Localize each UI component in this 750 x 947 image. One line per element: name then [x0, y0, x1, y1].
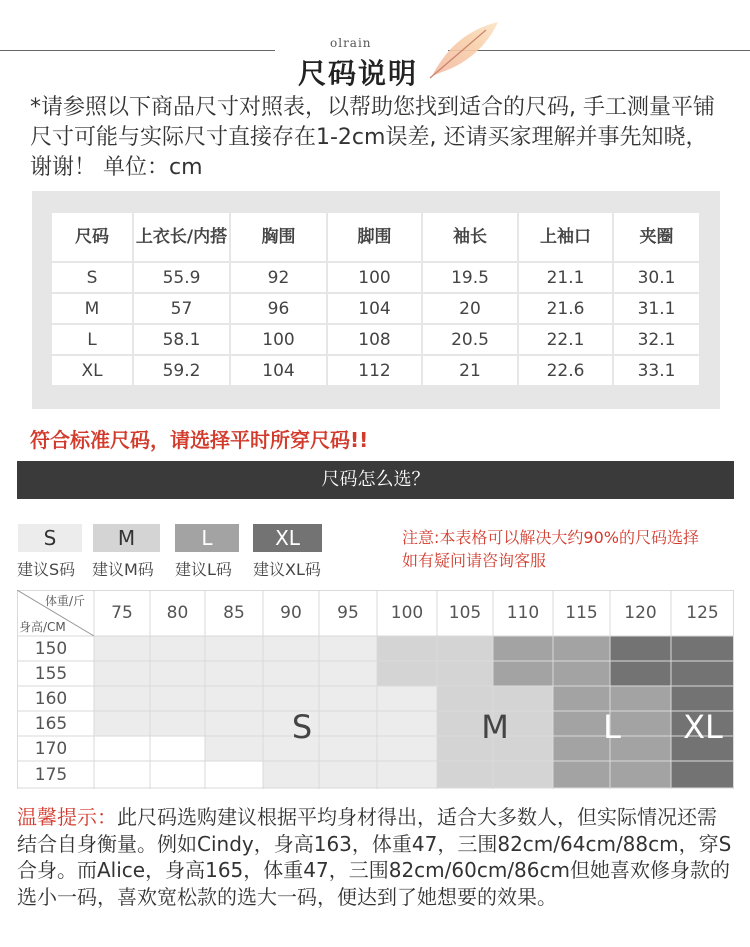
weight-header: 80 — [166, 603, 189, 623]
feather-icon — [428, 18, 504, 80]
cell: 104 — [328, 294, 421, 323]
height-header: 165 — [34, 714, 68, 734]
swatch-s-label: 建议S码 — [17, 560, 76, 579]
size-warning: 符合标准尺码，请选择平时所穿尺码!! — [30, 428, 369, 452]
cell: 22.1 — [519, 325, 612, 354]
cell: L — [52, 325, 132, 354]
header-cell: 夹圈 — [614, 213, 699, 261]
region-label-m: M — [481, 708, 509, 746]
weight-header: 105 — [448, 603, 482, 623]
table-row — [52, 325, 699, 354]
cell: 108 — [328, 325, 421, 354]
header-cell: 袖长 — [423, 213, 517, 261]
cell: 30.1 — [614, 263, 699, 292]
swatch-l-label: 建议L码 — [175, 560, 232, 579]
cell: 33.1 — [614, 356, 699, 385]
cell: 22.6 — [519, 356, 612, 385]
weight-header: 85 — [223, 603, 245, 623]
header-cell: 尺码 — [52, 213, 132, 261]
header-cell: 上衣长/内搭 — [134, 213, 229, 261]
cell: S — [52, 263, 132, 292]
height-header: 160 — [34, 689, 68, 709]
weight-header: 90 — [280, 603, 302, 623]
cell: 21.1 — [519, 263, 612, 292]
header-cell: 胸围 — [231, 213, 326, 261]
weight-header: 120 — [624, 603, 657, 623]
swatch-m-label: 建议M码 — [92, 560, 154, 579]
cell: 20.5 — [423, 325, 517, 354]
size-table-header-row — [52, 213, 699, 261]
grid-corner-height: 身高/CM — [19, 620, 66, 634]
weight-header: 75 — [111, 603, 133, 623]
cell: M — [52, 294, 132, 323]
height-header: 155 — [34, 664, 68, 684]
header-line-left — [0, 50, 275, 51]
cell: 104 — [231, 356, 326, 385]
header-cell: 脚围 — [328, 213, 421, 261]
size-note-line: 注意:本表格可以解决大约90%的尺码选择 — [402, 528, 699, 547]
weight-header: 125 — [686, 603, 719, 623]
swatch-m: M — [93, 524, 160, 552]
cell: 58.1 — [134, 325, 229, 354]
cell: 100 — [231, 325, 326, 354]
cell: 21.6 — [519, 294, 612, 323]
height-header: 150 — [34, 639, 68, 659]
cell: 55.9 — [134, 263, 229, 292]
weight-header: 100 — [390, 603, 424, 623]
cell: 92 — [231, 263, 326, 292]
region-label-s: S — [291, 708, 313, 746]
cell: 20 — [423, 294, 517, 323]
tip-text — [17, 804, 735, 910]
size-table — [50, 211, 701, 387]
cell: 21 — [423, 356, 517, 385]
cell: 112 — [328, 356, 421, 385]
grid-corner-weight: 体重/斤 — [45, 594, 86, 608]
cell: 31.1 — [614, 294, 699, 323]
cell: 32.1 — [614, 325, 699, 354]
page-title: 尺码说明 — [298, 57, 419, 90]
swatch-l: L — [175, 524, 239, 552]
region-label-l: L — [603, 708, 621, 746]
cell: 100 — [328, 263, 421, 292]
section-bar: 尺码怎么选？ — [17, 461, 734, 499]
cell: 96 — [231, 294, 326, 323]
size-grid — [17, 590, 734, 789]
swatch-xl-label: 建议XL码 — [253, 560, 321, 579]
size-note-line: 如有疑问请咨询客服 — [402, 551, 547, 570]
cell: XL — [52, 356, 132, 385]
cell: 59.2 — [134, 356, 229, 385]
cell: 57 — [134, 294, 229, 323]
header-cell: 上袖口 — [519, 213, 612, 261]
swatch-s: S — [18, 524, 82, 552]
weight-header: 95 — [337, 603, 359, 623]
brand-logo: olrain — [330, 36, 372, 50]
height-header: 175 — [34, 765, 68, 785]
size-note — [402, 526, 699, 572]
cell: 19.5 — [423, 263, 517, 292]
intro-text: *请参照以下商品尺寸对照表，以帮助您找到适合的尺码, 手工测量平铺尺寸可能与实际尺寸直接存在1-2cm误差, 还请买家理解并事先知晓，谢谢！ 单位：cm — [30, 95, 715, 180]
tip-label: 温馨提示： — [17, 805, 117, 829]
tip-body: 此尺码选购建议根据平均身材得出，适合大多数人，但实际情况还需结合自身衡量。例如Cindy，身高163，体重47，三围82cm/64cm/88cm，穿S合身。而Alice，身高165，体重47，三围82cm/60cm/86cm但她喜欢修身款的选小一码，喜欢宽松款的选大一码，便达到了她想要的效果。 — [17, 805, 732, 909]
height-header: 170 — [34, 739, 68, 759]
table-row — [52, 356, 699, 385]
table-row — [52, 294, 699, 323]
region-label-xl: XL — [683, 708, 723, 746]
weight-header: 115 — [565, 603, 598, 623]
weight-header: 110 — [506, 603, 540, 623]
table-row — [52, 263, 699, 292]
swatch-xl: XL — [253, 524, 322, 552]
